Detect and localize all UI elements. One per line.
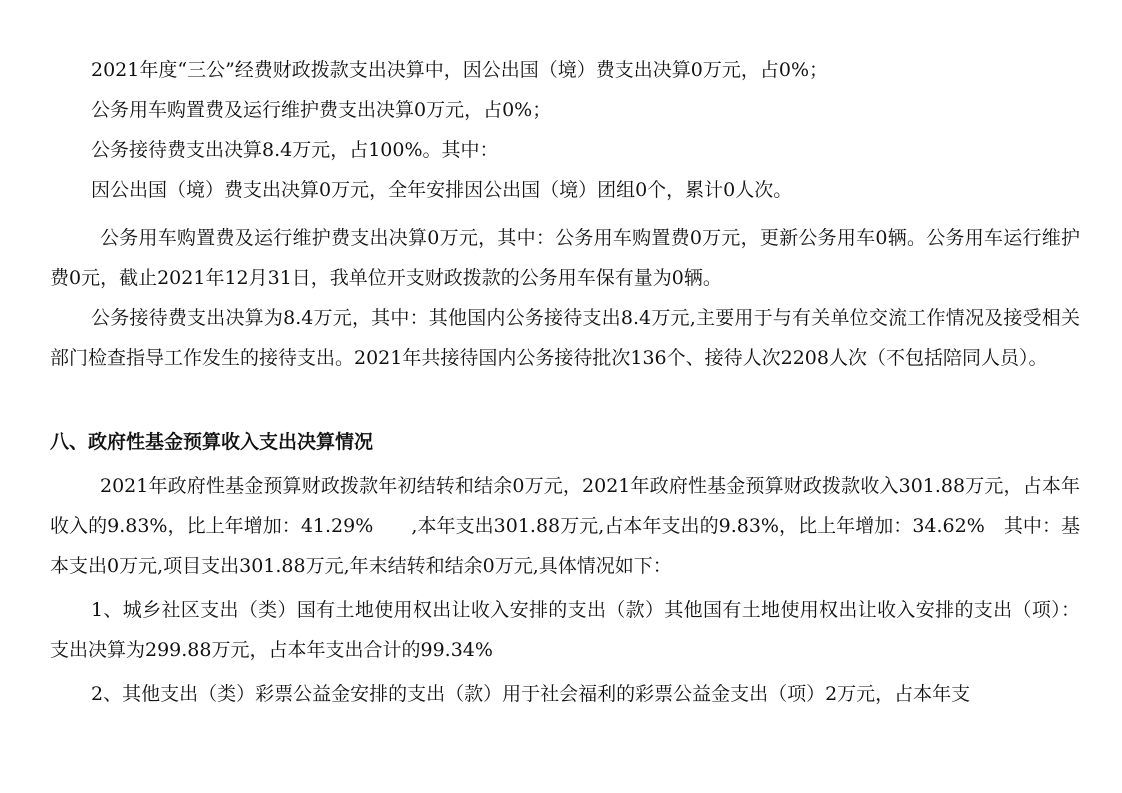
paragraph-reception-total: 公务接待费支出决算8.4万元，占100%。其中： (91, 139, 499, 161)
section-heading: 八、政府性基金预算收入支出决算情况 (50, 431, 374, 453)
paragraph-fund-item-2: 2、其他支出（类）彩票公益金安排的支出（款）用于社会福利的彩票公益金支出（项）2万元，占本年支 (91, 683, 971, 705)
paragraph-fund-item-1: 1、城乡社区支出（类）国有土地使用权出让收入安排的支出（款）其他国有土地使用权出让收入安排的支出（项）：支出决算为299.88万元，占本年支出合计的99.34% (50, 599, 1080, 661)
paragraph-overseas-detail: 因公出国（境）费支出决算0万元，全年安排因公出国（境）团组0个，累计0人次。 (91, 179, 793, 201)
paragraph-fund-summary: 2021年政府性基金预算财政拨款年初结转和结余0万元，2021年政府性基金预算财政拨款收入301.88万元，占本年收入的9.83%，比上年增加：41.29% ,本年支出301.88万元,占本年支出的9.83%，比上年增加：34.62% 其中：基本支出0万元,项目支出301.88万元,年末结转和结余0万元,具体情况如下： (50, 475, 1080, 577)
paragraph-vehicle-detail: 公务用车购置费及运行维护费支出决算0万元，其中：公务用车购置费0万元，更新公务用车0辆。公务用车运行维护费0元，截止2021年12月31日，我单位开支财政拨款的公务用车保有量为0辆。 (50, 227, 1080, 289)
paragraph-vehicle-total: 公务用车购置费及运行维护费支出决算0万元，占0%； (91, 99, 552, 121)
paragraph-sangong-overseas: 2021年度“三公”经费财政拨款支出决算中，因公出国（境）费支出决算0万元，占0%； (91, 59, 829, 81)
paragraph-reception-detail: 公务接待费支出决算为8.4万元，其中：其他国内公务接待支出8.4万元,主要用于与有关单位交流工作情况及接受相关部门检查指导工作发生的接待支出。2021年共接待国内公务接待批次136个、接待人次2208人次（不包括陪同人员）。 (50, 307, 1080, 369)
